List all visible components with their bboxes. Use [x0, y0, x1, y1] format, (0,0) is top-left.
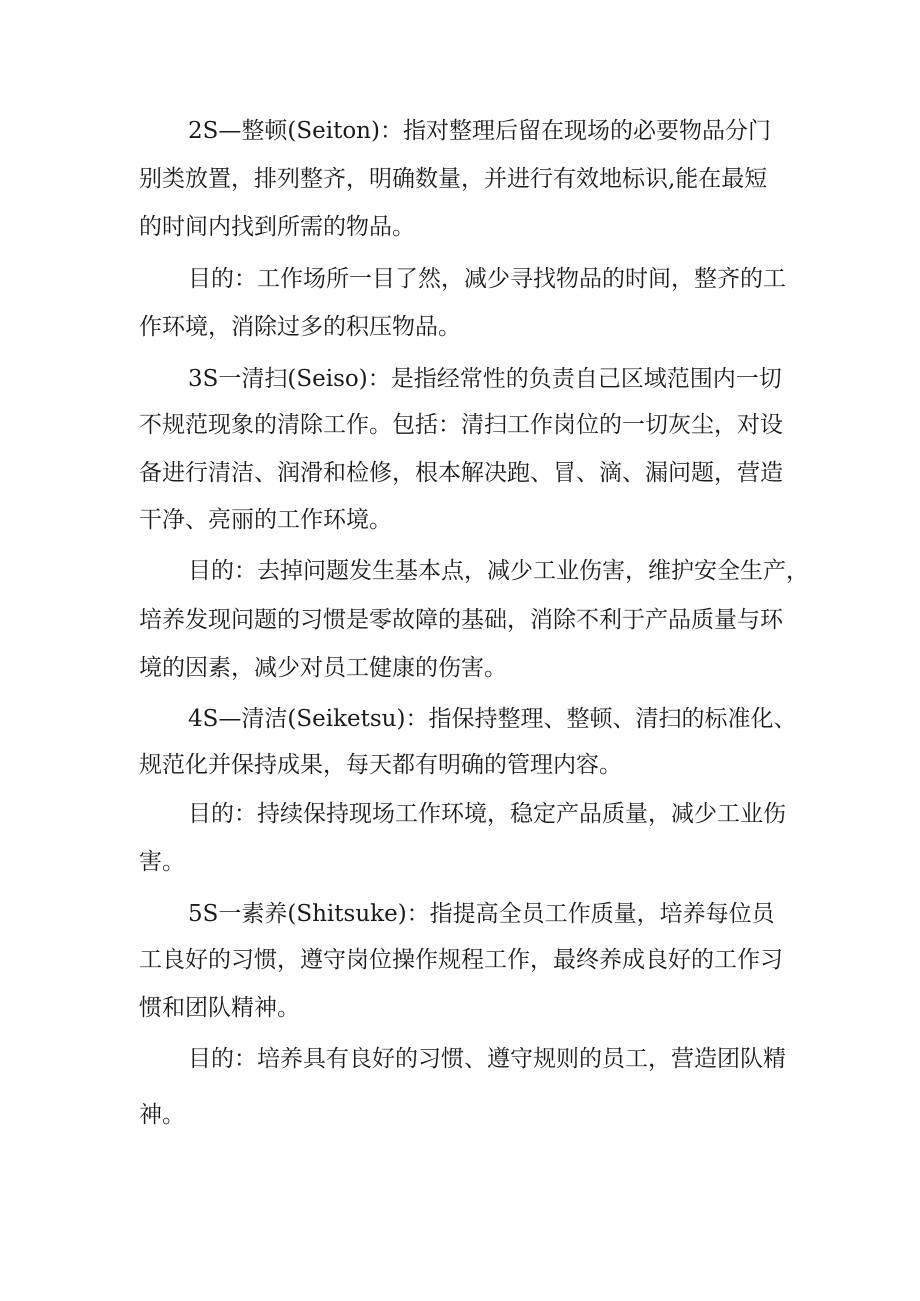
text-line: 目的：培养具有良好的习惯、遵守规则的员工，营造团队精 — [188, 1046, 786, 1072]
text-line: 目的：去掉问题发生基本点，减少工业伤害，维护安全生产， — [188, 558, 809, 584]
text-line: 惯和团队精神。 — [139, 995, 300, 1021]
text-line: 境的因素，减少对员工健康的伤害。 — [139, 655, 507, 681]
text-line: 工良好的习惯，遵守岗位操作规程工作，最终养成良好的工作习 — [139, 947, 783, 973]
text-line: 规范化并保持成果，每天都有明确的管理内容。 — [139, 752, 622, 778]
text-line: 5S一素养(Shitsuke)：指提高全员工作质量，培养每位员 — [188, 901, 775, 927]
text-line: 目的：工作场所一目了然，减少寻找物品的时间，整齐的工 — [188, 266, 786, 292]
text-line: 4S—清洁(Seiketsu)：指保持整理、整顿、清扫的标准化、 — [188, 706, 797, 732]
text-line: 的时间内找到所需的物品。 — [139, 214, 415, 240]
text-line: 神。 — [139, 1102, 185, 1128]
text-line: 害。 — [139, 849, 185, 875]
text-line: 培养发现问题的习惯是零故障的基础，消除不利于产品质量与环 — [139, 607, 783, 633]
text-line: 3S一清扫(Seiso)：是指经常性的负责自己区域范围内一切 — [188, 366, 782, 392]
text-line: 目的：持续保持现场工作环境，稳定产品质量，减少工业伤 — [188, 801, 786, 827]
text-line: 2S—整顿(Seiton)：指对整理后留在现场的必要物品分门 — [188, 118, 771, 144]
text-line: 作环境，消除过多的积压物品。 — [139, 314, 461, 340]
text-line: 干净、亮丽的工作环境。 — [139, 507, 392, 533]
text-line: 别类放置，排列整齐，明确数量，并进行有效地标识,能在最短 — [139, 166, 768, 192]
text-line: 不规范现象的清除工作。包括：清扫工作岗位的一切灰尘，对设 — [139, 412, 783, 438]
text-line: 备进行清洁、润滑和检修，根本解决跑、冒、滴、漏问题，营造 — [139, 460, 783, 486]
